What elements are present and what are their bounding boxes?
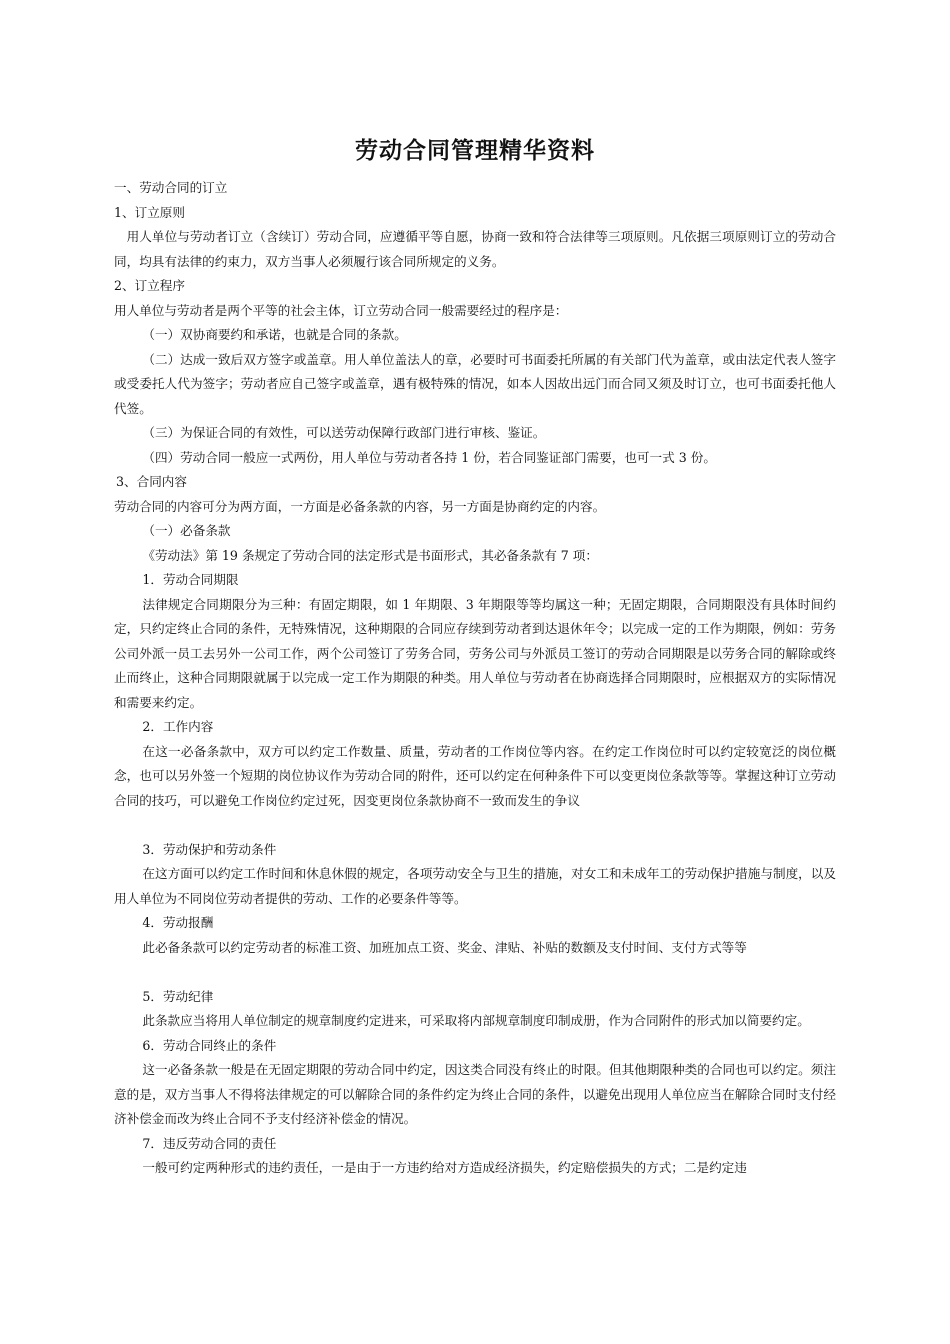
paragraph: 在这一必备条款中，双方可以约定工作数量、质量，劳动者的工作岗位等内容。在约定工作岗位时可以约定较宽泛的岗位概念，也可以另外签一个短期的岗位协议作为劳动合同的附件，还可以约定在何种条件下可以变更岗位条款等等。掌握这种订立劳动合同的技巧，可以避免工作岗位约定过死，因变更岗位条款协商不一致而发生的争议 — [114, 743, 836, 808]
paragraph: 用人单位与劳动者订立（含续订）劳动合同，应遵循平等自愿，协商一致和符合法律等三项原则。凡依据三项原则订立的劳动合同，均具有法律的约束力，双方当事人必须履行该合同所规定的义务。 — [114, 229, 836, 269]
paragraph: 《劳动法》第 19 条规定了劳动合同的法定形式是书面形式，其必备条款有 7 项： — [142, 547, 598, 563]
subsection-heading: 1、订立原则 — [114, 204, 185, 220]
list-item: （四）劳动合同一般应一式两份，用人单位与劳动者各持 1 份，若合同鉴证部门需要，也可一式 3 份。 — [142, 449, 716, 465]
document-body — [114, 176, 836, 1181]
item-heading: 5．劳动纪律 — [142, 988, 214, 1004]
paragraph: 此条款应当将用人单位制定的规章制度约定进来，可采取将内部规章制度印制成册，作为合同附件的形式加以简要约定。 — [142, 1013, 810, 1028]
paragraph: 这一必备条款一般是在无固定期限的劳动合同中约定，因这类合同没有终止的时限。但其他期限种类的合同也可以约定。须注意的是，双方当事人不得将法律规定的可以解除合同的条件约定为终止合同的条件，以避免出现用人单位应当在解除合同时支付经济补偿金而改为终止合同不予支付经济补偿金的情况。 — [114, 1062, 836, 1126]
item-heading: 1．劳动合同期限 — [142, 572, 239, 587]
item-heading: 2．工作内容 — [142, 719, 214, 734]
subsection-heading: 2、订立程序 — [114, 278, 185, 293]
subsection-heading: 3、合同内容 — [116, 474, 187, 489]
paragraph: 劳动合同的内容可分为两方面，一方面是必备条款的内容，另一方面是协商约定的内容。 — [114, 498, 606, 514]
paragraph: 在这方面可以约定工作时间和休息休假的规定，各项劳动安全与卫生的措施，对女工和未成年工的劳动保护措施与制度，以及用人单位为不同岗位劳动者提供的劳动、工作的必要条件等等。 — [114, 866, 836, 906]
clause-heading: （一）必备条款 — [142, 523, 231, 538]
paragraph: 一般可约定两种形式的违约责任，一是由于一方违约给对方造成经济损失，约定赔偿损失的方式；二是约定违 — [142, 1160, 747, 1175]
document-title: 劳动合同管理精华资料 — [355, 138, 595, 164]
list-item: （二）达成一致后双方签字或盖章。用人单位盖法人的章，必要时可书面委托所属的有关部门代为盖章，或由法定代表人签字或受委托人代为签字；劳动者应自己签字或盖章，遇有极特殊的情况，如本人因故出远门而合同又须及时订立，也可书面委托他人代签。 — [114, 351, 836, 416]
paragraph: 法律规定合同期限分为三种：有固定期限，如 1 年期限、3 年期限等等均属这一种；无固定期限，合同期限没有具体时间约定，只约定终止合同的条件，无特殊情况，这种期限的合同应存续到劳动者到达退休年令；以完成一定的工作为期限，例如：劳务公司外派一员工去另外一公司工作，两个公司签订了劳务合同，劳务公司与外派员工签订的劳动合同期限是以劳务合同的解除或终止而终止，这种合同期限就属于以完成一定工作为期限的种类。用人单位与劳动者在协商选择合同期限时，应根据双方的实际情况和需要来约定。 — [114, 596, 836, 710]
list-item: （三）为保证合同的有效性，可以送劳动保障行政部门进行审核、鉴证。 — [142, 425, 546, 440]
paragraph: 此必备条款可以约定劳动者的标准工资、加班加点工资、奖金、津贴、补贴的数额及支付时间、支付方式等等 — [142, 939, 747, 955]
item-heading: 3．劳动保护和劳动条件 — [142, 841, 277, 857]
item-heading: 7．违反劳动合同的责任 — [142, 1135, 277, 1151]
section-heading: 一、劳动合同的订立 — [114, 180, 228, 195]
item-heading: 4．劳动报酬 — [142, 915, 214, 930]
item-heading: 6．劳动合同终止的条件 — [142, 1037, 277, 1053]
paragraph: 用人单位与劳动者是两个平等的社会主体，订立劳动合同一般需要经过的程序是： — [114, 302, 568, 318]
list-item: （一）双协商要约和承诺，也就是合同的条款。 — [142, 327, 407, 342]
